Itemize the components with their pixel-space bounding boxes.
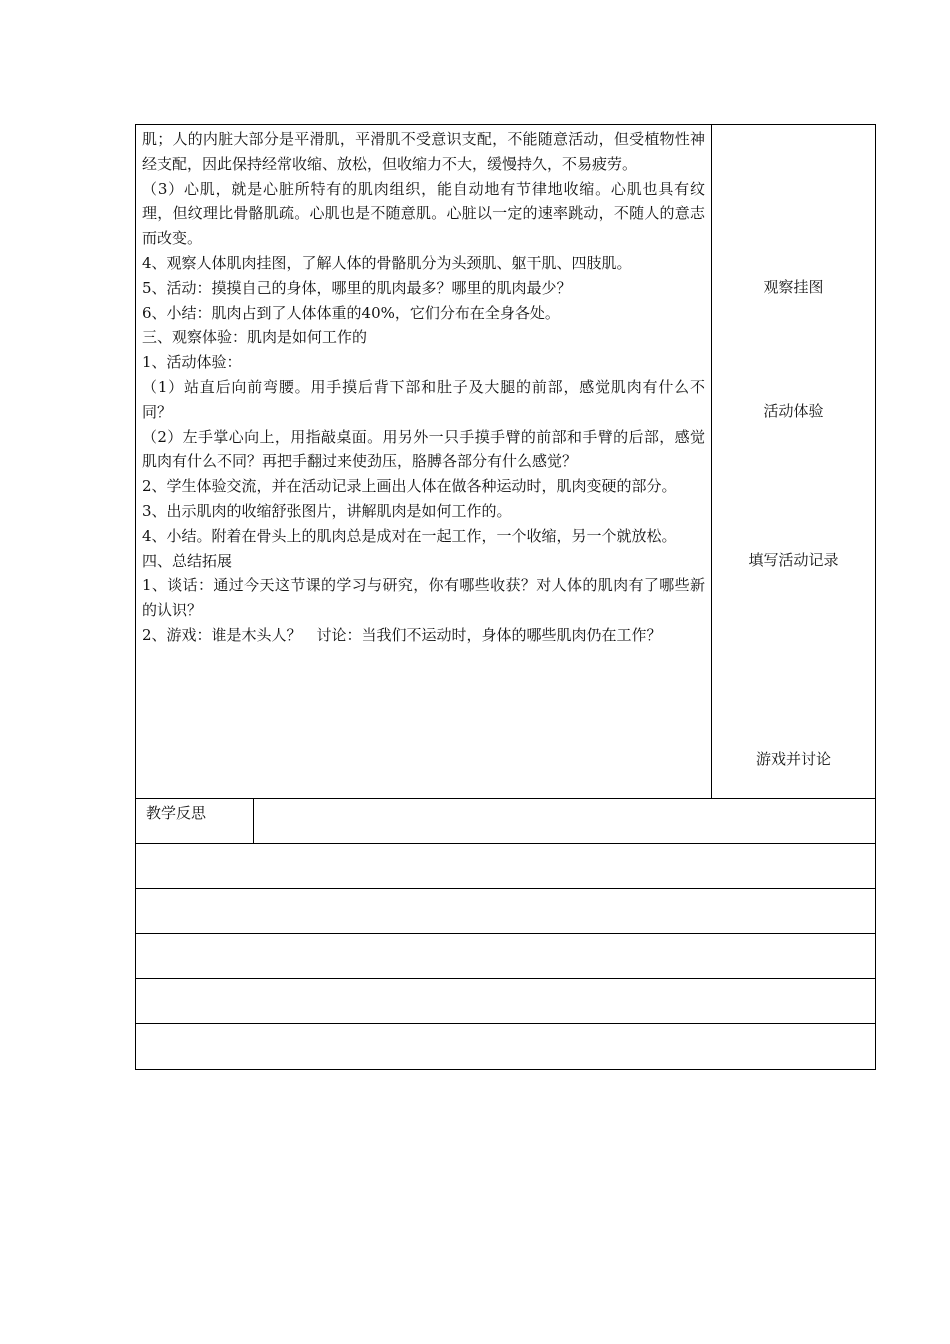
activity-fill-record: 填写活动记录 (748, 551, 839, 569)
reflection-header-row (136, 799, 875, 844)
paragraph-student-exchange: 2、学生体验交流，并在活动记录上画出人体在做各种运动时，肌肉变硬的部分。 (142, 477, 677, 496)
paragraph-summary-pairs: 4、小结。附着在骨头上的肌肉总是成对在一起工作，一个收缩，另一个就放松。 (142, 526, 677, 545)
reflection-blank-line (136, 889, 875, 934)
student-activity-cell (712, 125, 875, 798)
paragraph-touch-activity: 5、活动：摸摸自己的身体，哪里的肌肉最多？哪里的肌肉最少？ (142, 278, 572, 297)
paragraph-talk: 1、谈话：通过今天这节课的学习与研究，你有哪些收获？对人体的肌肉有了哪些新的认识？ (142, 576, 705, 620)
lesson-content-row (136, 125, 875, 799)
paragraph-activity-title: 1、活动体验： (142, 353, 242, 372)
reflection-blank-line (136, 934, 875, 979)
paragraph-smooth-muscle: 肌；人的内脏大部分是平滑肌，平滑肌不受意识支配，不能随意活动，但受植物性神经支配，因此保持经常收缩、放松，但收缩力不大，缓慢持久，不易疲劳。 (142, 130, 705, 173)
teaching-process-cell (136, 125, 712, 798)
reflection-label: 教学反思 (136, 799, 254, 843)
paragraph-tap-table: （2）左手掌心向上，用指敲桌面。用另外一只手摸手臂的前部和手臂的后部，感觉肌肉有什么不同？再把手翻过来使劲压，胳膊各部分有什么感觉？ (142, 427, 705, 471)
reflection-blank-line (136, 844, 875, 889)
activity-experience: 活动体验 (763, 402, 824, 420)
paragraph-bend-over: （1）站直后向前弯腰。用手摸后背下部和肚子及大腿的前部，感觉肌肉有什么不同？ (142, 377, 705, 421)
paragraph-show-pictures: 3、出示肌肉的收缩舒张图片，讲解肌肉是如何工作的。 (142, 501, 512, 520)
section-heading-summary: 四、总结拓展 (142, 551, 233, 570)
paragraph-observe-chart: 4、观察人体肌肉挂图，了解人体的骨骼肌分为头颈肌、躯干肌、四肢肌。 (142, 253, 632, 272)
lesson-plan-table (135, 124, 876, 1070)
activity-observe-chart: 观察挂图 (763, 278, 824, 296)
reflection-blank-line (136, 1024, 875, 1069)
reflection-input-area (254, 799, 875, 843)
reflection-blank-line (136, 979, 875, 1024)
paragraph-cardiac-muscle: （3）心肌，就是心脏所特有的肌肉组织，能自动地有节律地收缩。心肌也具有纹理，但纹理比骨骼肌疏。心肌也是不随意肌。心脏以一定的速率跳动，不随人的意志而改变。 (142, 179, 705, 248)
paragraph-game: 2、游戏：谁是木头人？ 讨论：当我们不运动时，身体的哪些肌肉仍在工作？ (142, 625, 662, 644)
section-heading-observe: 三、观察体验：肌肉是如何工作的 (142, 328, 368, 347)
paragraph-summary-weight: 6、小结：肌肉占到了人体体重的40%，它们分布在全身各处。 (142, 303, 560, 322)
activity-game-discuss: 游戏并讨论 (755, 750, 831, 768)
